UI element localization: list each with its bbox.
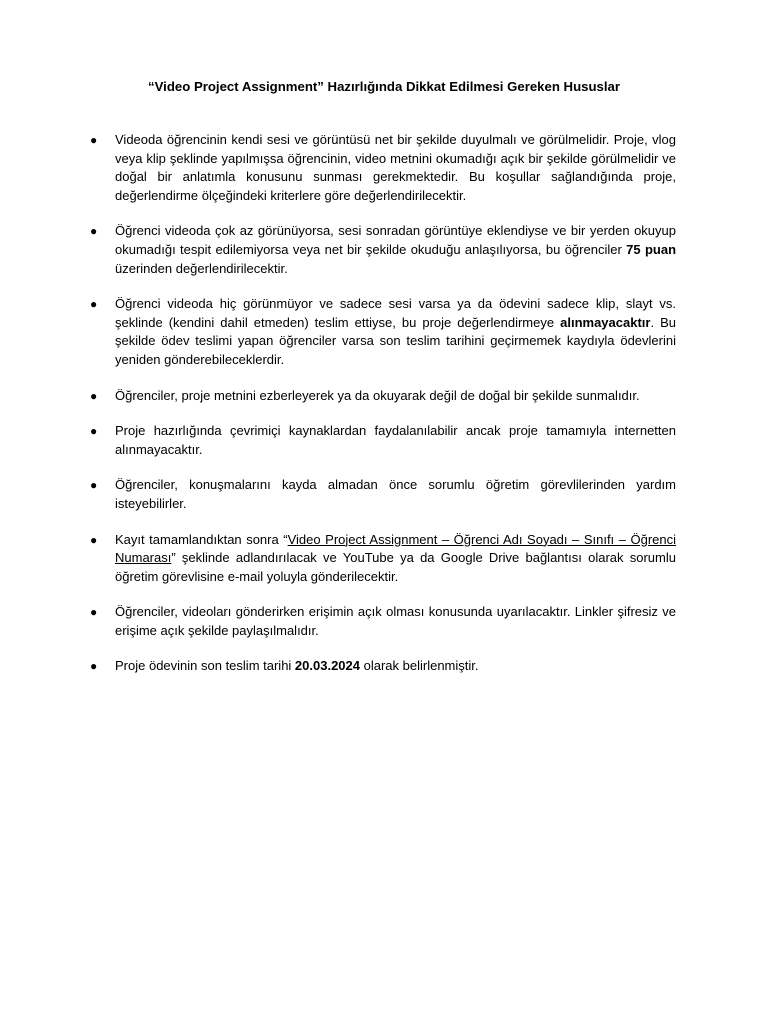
page-title: “Video Project Assignment” Hazırlığında Dikkat Edilmesi Gereken Hususlar xyxy=(148,79,620,94)
list-item-7 xyxy=(90,531,676,587)
bullet-icon: ● xyxy=(90,297,98,312)
bullet-icon: ● xyxy=(90,605,98,620)
list-item-8 xyxy=(90,603,676,640)
file-naming-format: Video Project Assignment – Öğrenci Adı Soyadı – Sınıfı – Öğrenci Numarası xyxy=(115,531,676,566)
item-text: Öğrenciler, konuşmalarını kayda almadan önce sorumlu öğretim görevlilerinden yardım isteyebilirler. xyxy=(115,477,676,511)
item-text: Öğrenciler, proje metnini ezberleyerek ya da okuyarak değil de doğal bir şekilde sunmalıdır. xyxy=(115,387,640,403)
list-item-5 xyxy=(90,422,676,459)
deadline-date: 20.03.2024 xyxy=(294,658,360,674)
list-item-2 xyxy=(90,222,676,278)
bullet-icon: ● xyxy=(90,388,98,403)
score-highlight: 75 puan xyxy=(626,241,677,257)
list-item-9 xyxy=(90,657,676,676)
item-text: Öğrenciler, videoları gönderirken erişimin açık olması konusunda uyarılacaktır. Linkler şifresiz ve erişime açık şekilde paylaşılmalıdır. xyxy=(115,604,676,638)
rejection-highlight: alınmayacaktır xyxy=(560,314,651,330)
list-item-1 xyxy=(90,131,676,205)
guideline-list xyxy=(90,131,676,693)
item-text: Öğrenci videoda hiç görünmüyor ve sadece sesi varsa ya da ödevini sadece klip, slayt vs. şeklinde (kendini dahil etmeden) teslim ettiyse, bu proje değerlendirmeye alınmayacaktır. Bu şekilde ödev teslimi yapan öğrenciler varsa son teslim tarihini geçirmemek kaydıyla ödevlerini yeniden gönderebileceklerdir. xyxy=(115,296,677,367)
bullet-icon: ● xyxy=(90,133,98,147)
bullet-icon: ● xyxy=(90,478,98,493)
item-text: Videoda öğrencinin kendi sesi ve görüntüsü net bir şekilde duyulmalı ve görülmelidir. Proje, vlog veya klip şeklinde yapılmışsa öğrencinin, video metnini okumadığı açık bir şekilde görülmelidir ve doğal bir anlatımla konusunu sunması gerekmektedir. Bu koşullar sağlandığında proje, değerlendirme ölçeğindeki kriterlere göre değerlendirilecektir. xyxy=(115,132,676,203)
list-item-3 xyxy=(90,295,676,369)
item-text: Öğrenci videoda çok az görünüyorsa, sesi sonradan görüntüye eklendiyse ve bir yerden okuyup okumadığı tespit edilemiyorsa veya net bir şekilde okuduğu anlaşılıyorsa, bu öğrenciler 75 puan üzerinden değerlendirilecektir. xyxy=(115,223,677,276)
bullet-icon: ● xyxy=(90,424,98,439)
list-item-4 xyxy=(90,387,676,406)
item-text: Proje ödevinin son teslim tarihi 20.03.2024 olarak belirlenmiştir. xyxy=(115,658,479,674)
bullet-icon: ● xyxy=(90,532,98,547)
bullet-icon: ● xyxy=(90,224,98,239)
list-item-6 xyxy=(90,476,676,513)
item-text: Proje hazırlığında çevrimiçi kaynaklardan faydalanılabilir ancak proje tamamıyla internetten alınmayacaktır. xyxy=(115,423,676,457)
item-text: Kayıt tamamlandıktan sonra “Video Project Assignment – Öğrenci Adı Soyadı – Sınıfı – Öğrenci Numarası” şeklinde adlandırılacak ve YouTube ya da Google Drive bağlantısı olarak sorumlu öğretim görevlisine e-mail yoluyla gönderilecektir. xyxy=(115,531,676,584)
bullet-icon: ● xyxy=(90,659,98,674)
